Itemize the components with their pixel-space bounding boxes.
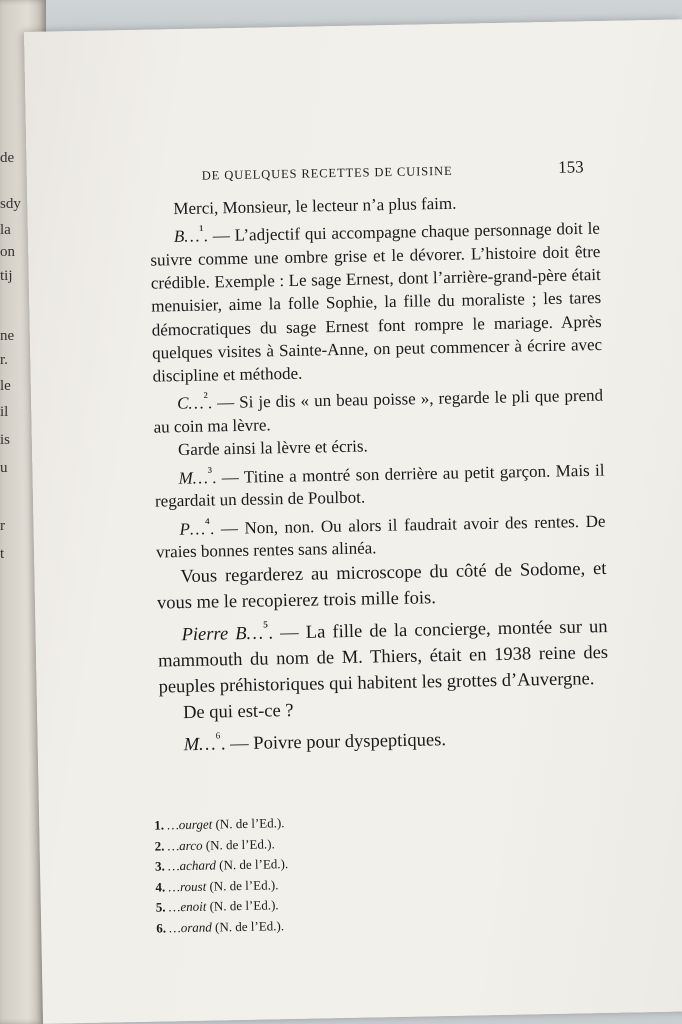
paragraph: Vous regarderez au microscope du côté de Sodome, et vous me le recopierez trois mille fois. <box>156 558 607 614</box>
footnote-number: 4. <box>155 878 166 895</box>
edge-text: le <box>0 378 11 394</box>
footnote-ref: ⁵ <box>262 618 269 636</box>
edge-text: la <box>0 222 11 238</box>
edge-text: sdy <box>0 196 21 212</box>
edge-text: on <box>0 244 15 260</box>
footnote-note: (N. de l’Ed.). <box>214 917 285 934</box>
footnote-note: (N. de l’Ed.). <box>219 856 289 873</box>
body-text <box>149 189 610 759</box>
paragraph-text: . — La fille de la concierge, montée sur un mammouth du nom de M. Thiers, était en 1938 reine des peuples préhistoriques qui habitent les grottes d’Auvergne. <box>157 616 609 698</box>
paragraph: Merci, Monsieur, le lecteur n’a plus faim. <box>173 193 457 219</box>
paragraph <box>153 379 604 439</box>
footnote-note: (N. de l’Ed.). <box>205 835 275 853</box>
paragraph: Garde ainsi la lèvre et écris. <box>177 436 368 460</box>
footnote-number: 6. <box>156 919 167 936</box>
footnote-ref: ⁶ <box>215 729 221 747</box>
edge-text: ne <box>0 328 15 344</box>
speaker: P… <box>179 518 206 539</box>
footnote-name: …arco <box>167 837 203 853</box>
paragraph-text: . — L’adjectif qui accompagne chaque personnage doit le suivre comme une ombre grise et le dévorer. L’histoire doit être crédible. Exemple : Le sage Ernest, dont l’arrière-grand-père était menuisier, aime la folle Sophie, la fille du moraliste ; les tares démocratiques du sage Ernest font rompre le mariage. Après quelques visites à Sainte-Anne, on peut commencer à écrire avec discipline et méthode. <box>150 218 603 386</box>
edge-text: il <box>0 404 9 420</box>
paragraph <box>150 212 603 388</box>
footnote-number: 5. <box>155 899 166 915</box>
paragraph-text: . — Titine a montré son derrière au petit garçon. Mais il regardait un dessin de Poulbot. <box>154 460 605 511</box>
footnote-name: …orand <box>169 919 212 935</box>
speaker: M… <box>183 734 216 756</box>
edge-text: is <box>0 432 11 448</box>
footnote-number: 3. <box>154 858 165 874</box>
footnote-ref: ¹ <box>199 222 204 239</box>
paragraph-text: . — Poivre pour dyspeptiques. <box>220 730 447 755</box>
speaker: B… <box>173 226 200 247</box>
footnote-name: …roust <box>168 878 207 894</box>
footnote-note: (N. de l’Ed.). <box>215 815 285 832</box>
book-page <box>24 19 682 1023</box>
footnote-number: 2. <box>154 837 165 854</box>
paragraph: De qui est-ce ? <box>182 700 294 723</box>
edge-text: r <box>0 518 5 534</box>
paragraph <box>157 608 609 701</box>
footnote-ref: ³ <box>207 464 213 481</box>
edge-text: u <box>0 460 8 476</box>
footnote-number: 1. <box>154 817 165 833</box>
speaker: Pierre B… <box>181 623 264 645</box>
paragraph <box>154 453 605 513</box>
footnote-note: (N. de l’Ed.). <box>209 897 279 914</box>
page-number: 153 <box>558 157 584 177</box>
footnote-name: …ourget <box>167 816 213 833</box>
footnote-name: …enoit <box>168 898 207 915</box>
footnote-name: …achard <box>167 857 217 874</box>
running-head <box>202 157 592 188</box>
footnote-ref: ² <box>203 389 208 406</box>
paragraph <box>155 505 606 565</box>
edge-text: t <box>0 546 5 562</box>
paragraph-text: . — Si je dis « un beau poisse », regarde le pli que prend au coin ma lèvre. <box>153 385 604 437</box>
edge-text: tij <box>0 268 13 284</box>
speaker: M… <box>178 467 209 488</box>
edge-text: de <box>0 150 15 166</box>
running-title: DE QUELQUES RECETTES DE CUISINE <box>201 163 453 183</box>
footnote-ref: ⁴ <box>204 515 211 532</box>
speaker: C… <box>176 393 204 414</box>
footnotes <box>154 810 456 939</box>
edge-text: r. <box>0 352 8 368</box>
paragraph-text: . — Non, non. Ou alors il faudrait avoir des rentes. De vraies bonnes rentes sans alinéa. <box>155 511 606 563</box>
footnote-note: (N. de l’Ed.). <box>209 876 279 894</box>
